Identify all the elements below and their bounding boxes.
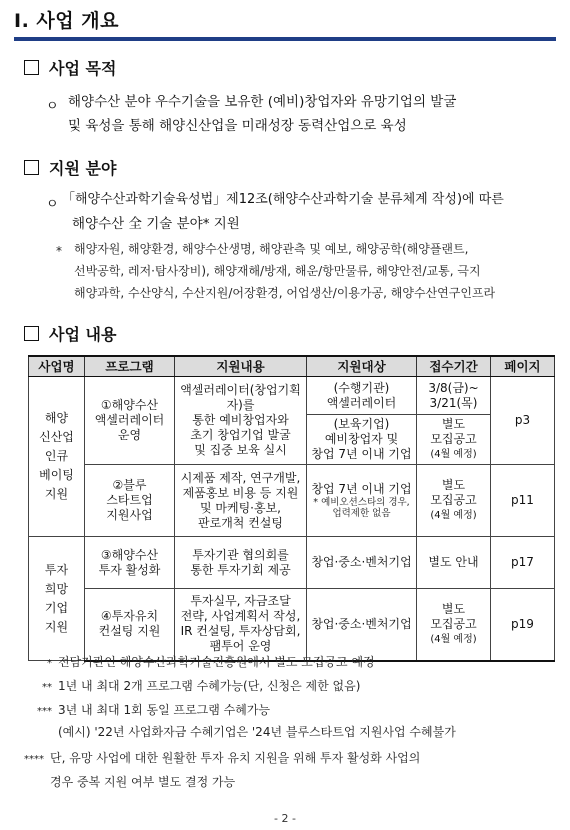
footnote-text: (예시) '22년 사업화자금 수혜기업은 '24년 블루스타트업 지원사업 수혜불가 bbox=[58, 725, 456, 739]
target-cell bbox=[307, 465, 417, 537]
period-text: 별도 모집공고 bbox=[430, 601, 477, 631]
header-page: 페이지 bbox=[491, 356, 555, 377]
period-cell: 별도 안내 bbox=[417, 537, 491, 589]
program-cell: ②블루 스타트업 지원사업 bbox=[85, 465, 175, 537]
target-cell: (수행기관) 액셀러레이터 bbox=[307, 377, 417, 415]
section-content-heading bbox=[24, 322, 116, 345]
footnote-mark: *** bbox=[37, 706, 52, 717]
footnote-text: 3년 내 최대 1회 동일 프로그램 수혜가능 bbox=[58, 703, 271, 717]
footnote bbox=[22, 772, 235, 792]
purpose-line-2: 및 육성을 통해 해양신산업을 미래성장 동력산업으로 육성 bbox=[68, 118, 407, 134]
support-cell: 시제품 제작, 연구개발, 제품홍보 비용 등 지원 및 마케팅·홍보, 판로개척 컨설팅 bbox=[175, 465, 307, 537]
header-target: 지원대상 bbox=[307, 356, 417, 377]
footnote bbox=[22, 748, 420, 770]
footnote-text: 경우 중복 지원 여부 별도 결정 가능 bbox=[50, 775, 236, 789]
checkbox-square-icon bbox=[24, 326, 39, 341]
header-business: 사업명 bbox=[29, 356, 85, 377]
page-number: - 2 - bbox=[274, 812, 296, 825]
period-text: 별도 모집공고 bbox=[430, 478, 477, 507]
field-note-line-1: 해양자원, 해양환경, 해양수산생명, 해양관측 및 예보, 해양공학(해양플랜트, bbox=[74, 242, 469, 256]
target-cell: 창업·중소·벤처기업 bbox=[307, 589, 417, 661]
period-note: (4월 예정) bbox=[430, 633, 477, 645]
period-cell bbox=[417, 415, 491, 465]
field-note-line-3: 해양과학, 수산양식, 수산지원/어장환경, 어업생산/이용가공, 해양수산연구인프라 bbox=[74, 286, 496, 300]
footnote-mark: ** bbox=[42, 682, 52, 693]
table-row bbox=[29, 537, 555, 589]
section-purpose-heading bbox=[24, 56, 116, 79]
footnote-mark: **** bbox=[24, 754, 44, 765]
section-field-label: 지원 분야 bbox=[49, 159, 117, 178]
footnote-text: 단, 유망 사업에 대한 원활한 투자 유치 지원을 위해 투자 활성화 사업의 bbox=[50, 751, 421, 765]
target-note: * 예비오션스타의 경우, 업력제한 없음 bbox=[313, 497, 410, 519]
bullet-icon: ㅇ bbox=[46, 99, 59, 114]
section-purpose-label: 사업 목적 bbox=[49, 59, 117, 78]
footnote-text: 전담기관인 해양수산과학기술진흥원에서 별도 모집공고 예정 bbox=[58, 655, 375, 669]
period-text: 별도 모집공고 bbox=[430, 417, 477, 446]
support-cell: 투자기관 협의회를 통한 투자기회 제공 bbox=[175, 537, 307, 589]
period-cell: 3/8(금)~ 3/21(목) bbox=[417, 377, 491, 415]
support-cell: 투자실무, 자금조달 전략, 사업계획서 작성, IR 컨설팅, 투자상담회, 팸투어 운영 bbox=[175, 589, 307, 661]
field-note-mark: * bbox=[56, 244, 62, 258]
header-program: 프로그램 bbox=[85, 356, 175, 377]
footnote bbox=[30, 700, 270, 722]
table-header-row bbox=[29, 356, 555, 377]
target-cell: (보육기업) 예비창업자 및 창업 7년 이내 기업 bbox=[307, 415, 417, 465]
period-note: (4월 예정) bbox=[430, 510, 477, 521]
page-cell: p17 bbox=[491, 537, 555, 589]
header-support: 지원내용 bbox=[175, 356, 307, 377]
field-line-1: 「해양수산과학기술육성법」제12조(해양수산과학기술 분류체계 작성)에 따른 bbox=[62, 192, 504, 207]
footnote bbox=[30, 722, 456, 742]
program-cell: ④투자유치 컨설팅 지원 bbox=[85, 589, 175, 661]
program-cell: ③해양수산 투자 활성화 bbox=[85, 537, 175, 589]
chapter-title: Ⅰ. 사업 개요 bbox=[14, 6, 556, 41]
footnote-mark: * bbox=[47, 658, 52, 669]
program-cell: ①해양수산 액셀러레이터 운영 bbox=[85, 377, 175, 465]
purpose-line-1: 해양수산 분야 우수기술을 보유한 (예비)창업자와 유망기업의 발굴 bbox=[68, 94, 457, 110]
footnote bbox=[30, 652, 375, 674]
period-note: (4월 예정) bbox=[430, 449, 477, 460]
support-cell: 액셀러레이터(창업기획자)를 통한 예비창업자와 초기 창업기업 발굴 및 집중 보육 실시 bbox=[175, 377, 307, 465]
period-cell bbox=[417, 589, 491, 661]
checkbox-square-icon bbox=[24, 60, 39, 75]
target-text: 창업 7년 이내 기업 bbox=[311, 482, 412, 496]
group-cell-investment: 투자 희망 기업 지원 bbox=[29, 537, 85, 661]
footnote bbox=[30, 676, 360, 698]
field-line-2: 해양수산 全 기술 분야* 지원 bbox=[72, 216, 240, 232]
page-cell: p19 bbox=[491, 589, 555, 661]
section-content-label: 사업 내용 bbox=[49, 325, 117, 344]
bullet-icon: ㅇ bbox=[46, 197, 59, 212]
group-cell-incubating: 해양 신산업 인큐 베이팅 지원 bbox=[29, 377, 85, 537]
footnote-text: 1년 내 최대 2개 프로그램 수혜가능(단, 신청은 제한 없음) bbox=[58, 679, 361, 693]
page-cell: p11 bbox=[491, 465, 555, 537]
section-field-heading bbox=[24, 156, 116, 179]
table-row bbox=[29, 377, 555, 415]
field-note-line-2: 선박공학, 레저·탐사장비), 해양재해/방재, 해운/항만물류, 해양안전/교통, 극지 bbox=[74, 264, 481, 278]
table-row bbox=[29, 589, 555, 661]
table-row bbox=[29, 465, 555, 537]
checkbox-square-icon bbox=[24, 160, 39, 175]
target-cell: 창업·중소·벤처기업 bbox=[307, 537, 417, 589]
program-table bbox=[28, 355, 555, 662]
header-period: 접수기간 bbox=[417, 356, 491, 377]
period-cell bbox=[417, 465, 491, 537]
page-cell: p3 bbox=[491, 377, 555, 465]
